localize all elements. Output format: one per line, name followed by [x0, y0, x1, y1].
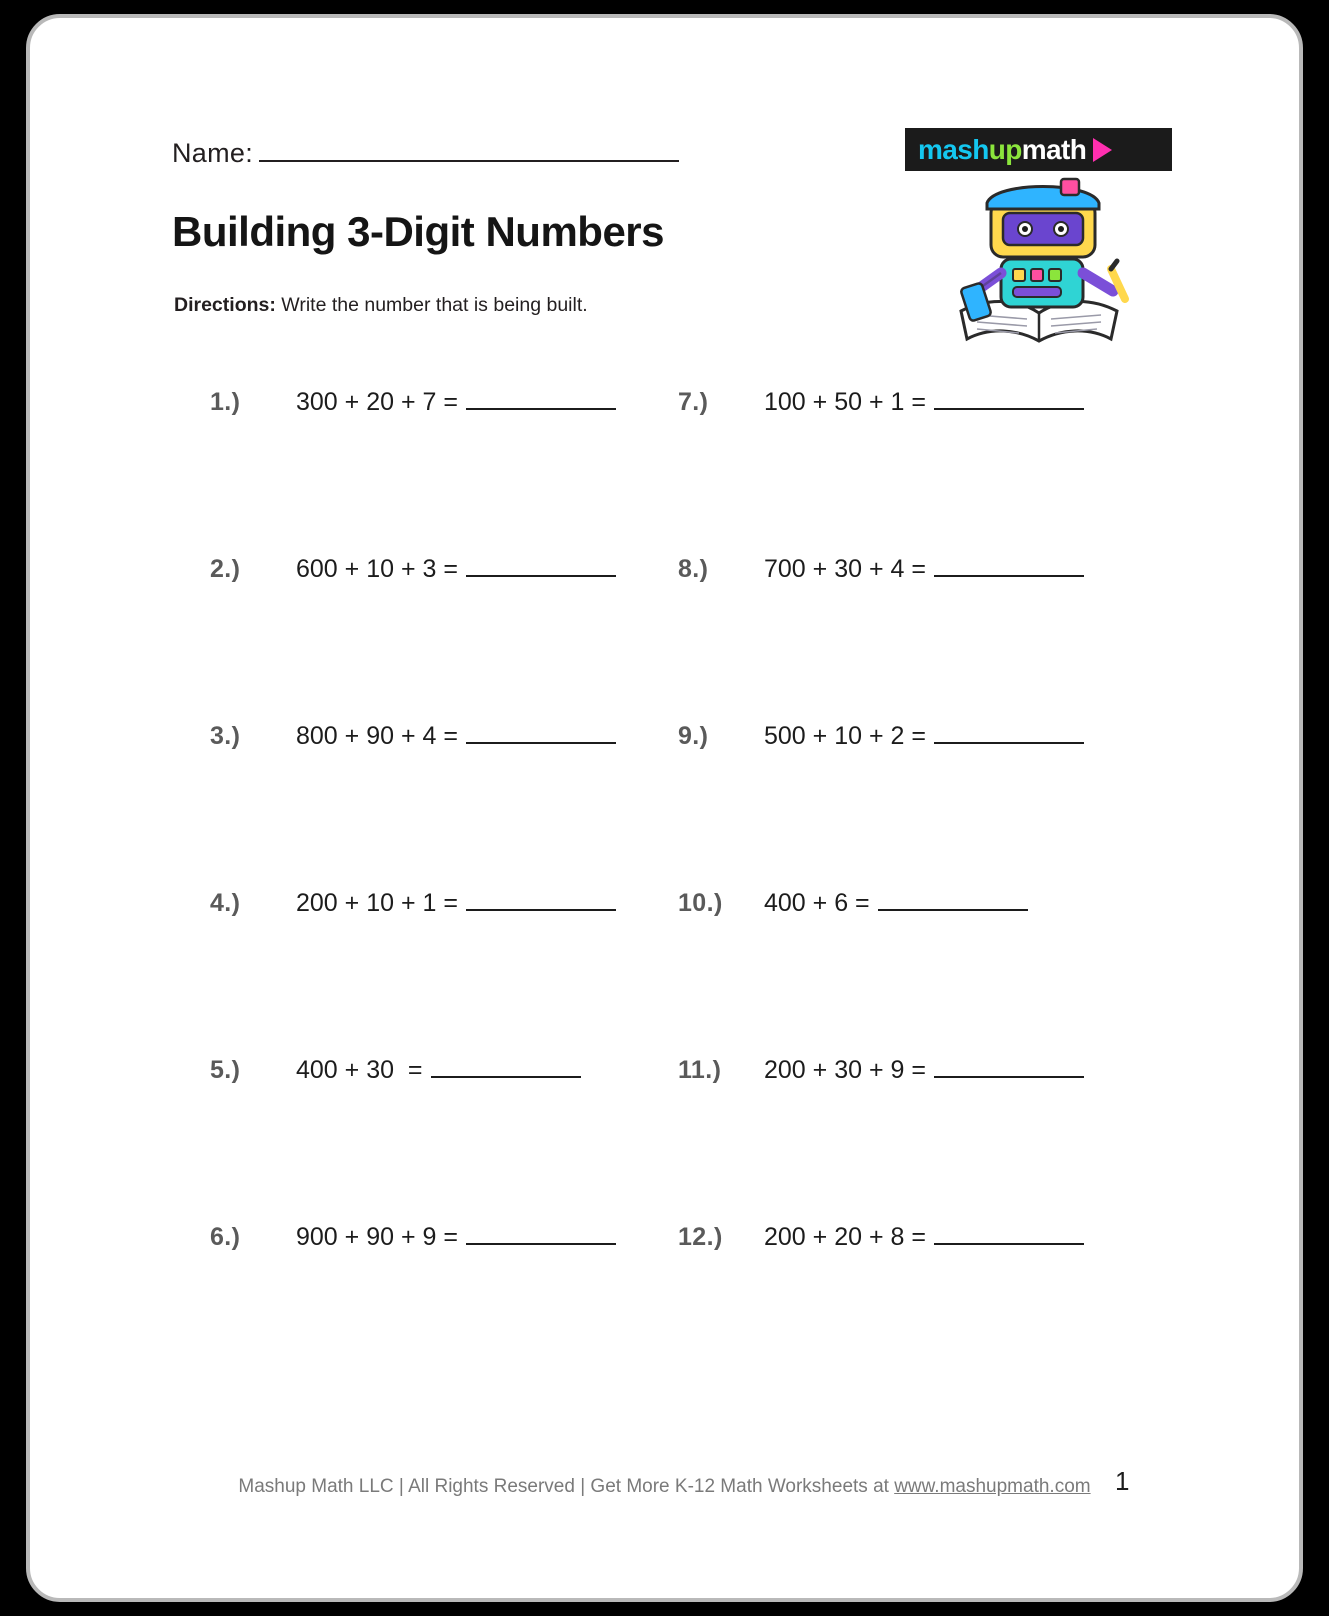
answer-blank[interactable]: [466, 1223, 616, 1245]
problem-number: 9.): [678, 722, 709, 750]
footer: [30, 1476, 1299, 1498]
name-field-row: [172, 136, 679, 169]
answer-blank[interactable]: [934, 388, 1084, 410]
answer-blank[interactable]: [878, 889, 1028, 911]
problem-expression: 100 + 50 + 1 =: [764, 388, 926, 416]
worksheet-sheet: [30, 18, 1299, 1598]
problem-number: 4.): [210, 889, 241, 917]
logo-text-math: math: [1021, 133, 1087, 165]
answer-blank[interactable]: [466, 388, 616, 410]
logo-text-up: up: [988, 133, 1022, 165]
problem-expression: 400 + 6 =: [764, 889, 870, 917]
answer-blank[interactable]: [466, 555, 616, 577]
brand-logo: [905, 128, 1175, 363]
directions-body: Write the number that is being built.: [281, 294, 588, 316]
problem-item-10: [678, 889, 1028, 918]
problem-item-5: [210, 1056, 581, 1085]
problem-expression: 600 + 10 + 3 =: [296, 555, 458, 583]
problem-expression: 400 + 30 =: [296, 1056, 423, 1084]
problem-expression: 300 + 20 + 7 =: [296, 388, 458, 416]
footer-website-link[interactable]: www.mashupmath.com: [894, 1476, 1091, 1497]
worksheet-page: [26, 14, 1303, 1602]
answer-blank[interactable]: [466, 889, 616, 911]
directions-label: Directions:: [174, 294, 276, 316]
problem-item-4: [210, 889, 616, 918]
problem-expression: 200 + 20 + 8 =: [764, 1223, 926, 1251]
problem-item-3: [210, 722, 616, 751]
problem-item-7: [678, 388, 1084, 417]
problem-row: [30, 1056, 1299, 1223]
answer-blank[interactable]: [466, 722, 616, 744]
problem-row: [30, 889, 1299, 1056]
problem-expression: 500 + 10 + 2 =: [764, 722, 926, 750]
problem-number: 10.): [678, 889, 723, 917]
problem-item-2: [210, 555, 616, 584]
logo-wordmark: [905, 128, 1172, 171]
name-input-blank[interactable]: [259, 136, 679, 162]
problem-number: 8.): [678, 555, 709, 583]
problem-number: 3.): [210, 722, 241, 750]
problem-row: [30, 388, 1299, 555]
problem-row: [30, 1223, 1299, 1390]
page-title: Building 3-Digit Numbers: [172, 208, 664, 255]
robot-mascot-icon: [943, 173, 1143, 358]
problem-expression: 700 + 30 + 4 =: [764, 555, 926, 583]
problem-number: 2.): [210, 555, 241, 583]
problem-number: 6.): [210, 1223, 241, 1251]
answer-blank[interactable]: [934, 1056, 1084, 1078]
answer-blank[interactable]: [934, 722, 1084, 744]
answer-blank[interactable]: [934, 1223, 1084, 1245]
problem-number: 1.): [210, 388, 241, 416]
problem-item-12: [678, 1223, 1084, 1252]
directions-text: [174, 294, 588, 317]
problem-item-11: [678, 1056, 1084, 1085]
problem-item-9: [678, 722, 1084, 751]
name-label: Name:: [172, 138, 254, 168]
problem-number: 12.): [678, 1223, 723, 1251]
problem-expression: 800 + 90 + 4 =: [296, 722, 458, 750]
problem-item-1: [210, 388, 616, 417]
problem-expression: 200 + 10 + 1 =: [296, 889, 458, 917]
problem-number: 11.): [678, 1056, 722, 1084]
problem-item-8: [678, 555, 1084, 584]
problem-expression: 200 + 30 + 9 =: [764, 1056, 926, 1084]
problem-expression: 900 + 90 + 9 =: [296, 1223, 458, 1251]
problem-row: [30, 722, 1299, 889]
problem-item-6: [210, 1223, 616, 1252]
problem-number: 7.): [678, 388, 709, 416]
problems-grid: [30, 388, 1299, 1390]
answer-blank[interactable]: [934, 555, 1084, 577]
problem-number: 5.): [210, 1056, 241, 1084]
logo-text-mash: mash: [918, 133, 989, 165]
page-number: 1: [1115, 1466, 1130, 1496]
footer-text: Mashup Math LLC | All Rights Reserved | Get More K-12 Math Worksheets at: [238, 1476, 895, 1497]
answer-blank[interactable]: [431, 1056, 581, 1078]
play-triangle-icon: [1093, 138, 1112, 162]
problem-row: [30, 555, 1299, 722]
